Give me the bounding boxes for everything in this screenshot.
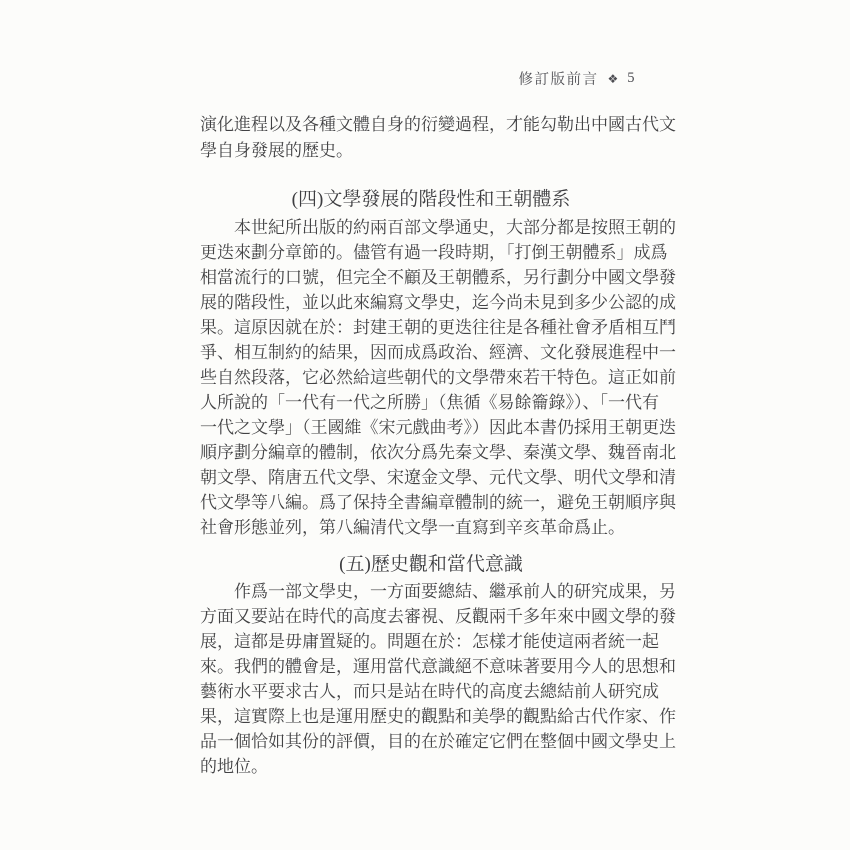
running-header-title: 修訂版前言 bbox=[518, 72, 599, 88]
text-line: 來。我們的體會是，運用當代意識絕不意味著要用今人的思想和 bbox=[200, 657, 676, 676]
page-number: 5 bbox=[627, 70, 636, 86]
text-line: 更迭來劃分章節的。儘管有過一段時期，「打倒王朝體系」成爲 bbox=[200, 243, 668, 262]
text-line: 展的階段性，並以此來編寫文學史，迄今尚未見到多少公認的成 bbox=[200, 293, 676, 312]
ornament-diamond-icon: ❖ bbox=[607, 71, 619, 86]
text-line: 社會形態並列，第八編清代文學一直寫到辛亥革命爲止。 bbox=[200, 518, 625, 537]
text-line: 一代之文學」（王國維《宋元戲曲考》）因此本書仍採用王朝更迭 bbox=[200, 418, 676, 437]
text-line: 展，這都是毋庸置疑的。問題在於：怎樣才能使這兩者統一起 bbox=[200, 632, 659, 651]
text-line: 些自然段落，它必然給這些朝代的文學帶來若干特色。這正如前 bbox=[200, 368, 676, 387]
text-line: 果。這原因就在於：封建王朝的更迭往往是各種社會矛盾相互鬥 bbox=[200, 318, 676, 337]
text-line: 演化進程以及各種文體自身的衍變過程，才能勾勒出中國古代文 bbox=[200, 115, 676, 134]
paragraph-section-5 bbox=[200, 579, 676, 779]
text-line: 果，這實際上也是運用歷史的觀點和美學的觀點給古代作家、作 bbox=[200, 707, 676, 726]
text-line: 學自身發展的歷史。 bbox=[200, 141, 353, 160]
paragraph-intro-continuation bbox=[200, 112, 676, 164]
text-line: 品一個恰如其份的評價，目的在於確定它們在整個中國文學史上 bbox=[200, 732, 676, 751]
text-line: 人所說的「一代有一代之所勝」（焦循《易餘籥錄》）、「一代有 bbox=[200, 393, 659, 412]
text-line: 本世紀所出版的約兩百部文學通史，大部分都是按照王朝的 bbox=[234, 218, 676, 237]
text-line: 代文學等八編。爲了保持全書編章體制的統一，避免王朝順序與 bbox=[200, 493, 676, 512]
section-heading-4: (四)文學發展的階段性和王朝體系 bbox=[291, 189, 571, 210]
paragraph-section-4 bbox=[200, 215, 676, 540]
text-line: 相當流行的口號，但完全不顧及王朝體系，另行劃分中國文學發 bbox=[200, 268, 676, 287]
text-line: 順序劃分編章的體制，依次分爲先秦文學、秦漢文學、魏晉南北 bbox=[200, 443, 676, 462]
text-line: 朝文學、隋唐五代文學、宋遼金文學、元代文學、明代文學和清 bbox=[200, 468, 676, 487]
text-line: 方面又要站在時代的高度去審視、反觀兩千多年來中國文學的發 bbox=[200, 607, 676, 626]
text-line: 的地位。 bbox=[200, 757, 268, 776]
text-line: 作爲一部文學史，一方面要總結、繼承前人的研究成果，另 bbox=[234, 582, 676, 601]
text-line: 藝術水平要求古人，而只是站在時代的高度去總結前人研究成 bbox=[200, 682, 659, 701]
running-header bbox=[518, 68, 636, 89]
text-line: 爭、相互制約的結果，因而成爲政治、經濟、文化發展進程中一 bbox=[200, 343, 676, 362]
section-heading-5: (五)歷史觀和當代意識 bbox=[339, 554, 523, 575]
